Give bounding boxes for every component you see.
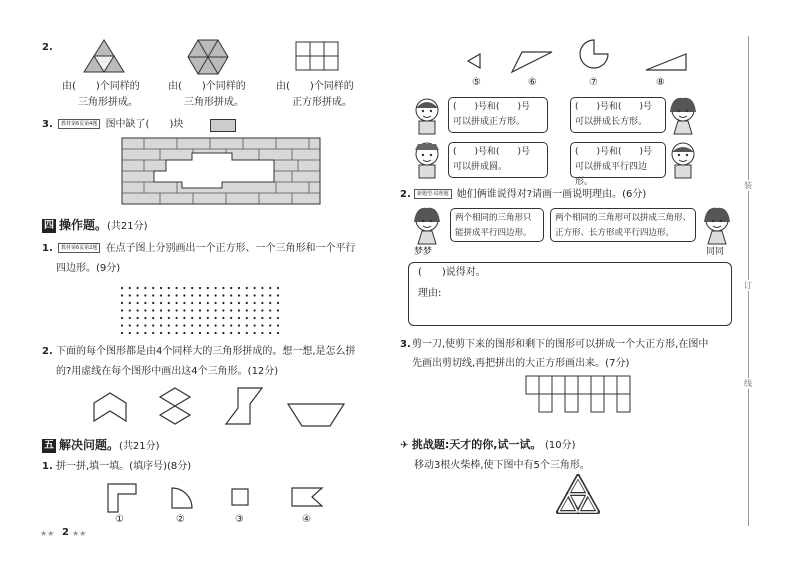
grid-dot	[121, 317, 123, 319]
challenge-text: 移动3根火柴棒,使下图中有5个三角形。	[414, 460, 590, 471]
grid-dot	[121, 302, 123, 304]
tong-name: 同同	[706, 247, 725, 257]
bubble-square-line1: ( )号和( )号	[453, 102, 531, 112]
bubble-square-line2: 可以拼成正方形。	[453, 117, 526, 127]
grid-dot	[129, 294, 131, 296]
grid-dot	[121, 332, 123, 334]
shape-2-quarter-circle	[172, 488, 192, 508]
bubble-parallelogram-line1: ( )号和( )号	[575, 147, 653, 157]
s4-question-1-number: 1.	[42, 243, 53, 254]
grid-dot	[230, 309, 232, 311]
section-4-heading	[42, 216, 148, 233]
brick-sample	[210, 119, 236, 132]
s4-question-1-line2: 四边形。(9分)	[56, 263, 121, 274]
shape-4-flag	[292, 488, 322, 506]
caption-1-line2: 三角形拼成。	[78, 97, 138, 108]
shape-label-5: ⑤	[472, 77, 481, 88]
grid-dot	[277, 317, 279, 319]
grid-dot	[168, 294, 170, 296]
bubble-circle-line2: 可以拼成圆。	[453, 162, 508, 172]
bubble-rectangle-line2: 可以拼成长方形。	[575, 117, 648, 127]
grid-dot	[199, 309, 201, 311]
r-question-2-number: 2.	[400, 189, 411, 200]
trapezoid-shape	[288, 404, 344, 426]
grid-dot	[160, 317, 162, 319]
grid-dot	[183, 294, 185, 296]
brick-wall	[122, 138, 320, 204]
grid-dot	[176, 309, 178, 311]
grid-dot	[207, 317, 209, 319]
grid-dot	[168, 302, 170, 304]
section-4-title: 操作题。	[59, 218, 108, 232]
grid-dot	[121, 287, 123, 289]
grid-dot	[183, 302, 185, 304]
grid-dot	[199, 287, 201, 289]
grid-dot	[183, 287, 185, 289]
question-3-line	[56, 119, 183, 131]
challenge-heading	[400, 439, 576, 452]
grid-dot	[230, 324, 232, 326]
grid-dot	[129, 309, 131, 311]
grid-dot	[144, 309, 146, 311]
grid-dot	[144, 317, 146, 319]
grid-dot	[183, 317, 185, 319]
grid-dot	[160, 302, 162, 304]
grid-dot	[215, 309, 217, 311]
s4-question-1-tag: 教材第6页第2题	[58, 243, 100, 253]
girl-bubble-line1: 两个相同的三角形只	[455, 213, 532, 223]
section-5-heading	[42, 436, 160, 453]
binding-char-2: 订	[744, 281, 752, 290]
grid-dot	[207, 332, 209, 334]
shape-5-small-triangle	[468, 54, 480, 68]
caption-2-line1: 由( )个同样的	[168, 81, 246, 92]
caption-1-line1: 由( )个同样的	[62, 81, 140, 92]
grid-dot	[160, 309, 162, 311]
grid-dot	[238, 309, 240, 311]
diamond-shape	[160, 388, 190, 424]
page-number: 2	[62, 527, 69, 538]
grid-dot	[254, 317, 256, 319]
tong-bubble	[550, 208, 696, 242]
grid-dot	[222, 287, 224, 289]
s4-question-2-line1: 下面的每个图形都是由4个同样大的三角形拼成的。想一想,是怎么拼	[56, 346, 356, 357]
girl-bubble-line2: 能拼成平行四边形。	[455, 228, 532, 238]
grid-dot	[277, 309, 279, 311]
grid-dot	[254, 302, 256, 304]
footer-stars-left: ★★	[40, 529, 55, 538]
grid-dot	[160, 324, 162, 326]
grid-dot	[254, 287, 256, 289]
grid-dot	[191, 324, 193, 326]
grid-dot	[176, 294, 178, 296]
challenge-title: 挑战题:天才的你,试一试。	[411, 438, 542, 451]
grid-dot	[207, 309, 209, 311]
girl-mengmeng-figure	[410, 206, 444, 244]
grid-dot	[191, 309, 193, 311]
tong-bubble-line2: 正方形、长方形或平行四边形。	[555, 228, 675, 238]
shape-label-8: ⑧	[656, 77, 665, 88]
girl-figure-1	[666, 96, 700, 136]
r-question-2-tag: 新题型·说理题	[414, 189, 452, 199]
question-3-tag: 教材第6页第4题	[58, 119, 100, 129]
grid-dot	[254, 332, 256, 334]
bubble-circle	[448, 142, 548, 178]
grid-dot	[246, 302, 248, 304]
grid-dot	[168, 287, 170, 289]
bubble-square	[448, 97, 548, 133]
zigzag-shape	[226, 388, 262, 424]
grid-dot	[246, 332, 248, 334]
grid-dot	[269, 302, 271, 304]
shape-label-4: ④	[302, 514, 311, 525]
grid-dot	[261, 324, 263, 326]
grid-dot	[277, 287, 279, 289]
grid-dot	[222, 302, 224, 304]
grid-dot	[230, 332, 232, 334]
r-question-3-line2: 先画出剪切线,再把拼出的大正方形画出来。(7分)	[412, 358, 630, 369]
grid-dot	[215, 287, 217, 289]
bubble-rectangle	[570, 97, 666, 133]
grid-dot	[215, 324, 217, 326]
cut-figure-grid	[526, 376, 630, 412]
grid-dot	[152, 324, 154, 326]
grid-dot	[121, 294, 123, 296]
boy-figure-2	[410, 140, 444, 180]
grid-dot	[191, 317, 193, 319]
grid-dot	[152, 287, 154, 289]
grid-dot	[261, 317, 263, 319]
shape-7-three-quarter-circle	[580, 40, 608, 68]
grid-dot	[152, 302, 154, 304]
grid-dot	[277, 324, 279, 326]
answer-reason-label: 理由:	[418, 288, 442, 299]
grid-dot	[222, 309, 224, 311]
grid-dot	[137, 317, 139, 319]
grid-dot	[144, 302, 146, 304]
bubble-rectangle-line1: ( )号和( )号	[575, 102, 653, 112]
grid-dot	[261, 332, 263, 334]
grid-dot	[121, 324, 123, 326]
girl-bubble	[450, 208, 544, 242]
bubble-parallelogram-line2: 可以拼成平行四边形。	[575, 162, 648, 187]
s4-question-2-number: 2.	[42, 346, 53, 357]
grid-dot	[183, 324, 185, 326]
grid-dot	[199, 302, 201, 304]
shape-label-6: ⑥	[528, 77, 537, 88]
tong-bubble-line1: 两个相同的三角形可以拼成三角形、	[555, 213, 692, 223]
shape-3-square	[232, 489, 248, 505]
grid-dot	[238, 332, 240, 334]
shape-label-7: ⑦	[589, 77, 598, 88]
boy-figure-1	[410, 96, 444, 136]
grid-dot	[176, 317, 178, 319]
grid-dot	[137, 287, 139, 289]
section-5-title: 解决问题。	[59, 438, 120, 452]
grid-dot	[168, 324, 170, 326]
grid-dot	[168, 332, 170, 334]
grid-dot	[152, 294, 154, 296]
grid-dot	[254, 324, 256, 326]
r-question-3-line1: 剪一刀,使剪下来的图形和剩下的图形可以拼成一个大正方形,在图中	[412, 339, 709, 350]
question-3-number: 3.	[42, 119, 53, 130]
grid-dot	[261, 309, 263, 311]
grid-dot	[176, 287, 178, 289]
grid-dot	[207, 324, 209, 326]
grid-dot	[246, 317, 248, 319]
grid-dot	[222, 332, 224, 334]
grid-dot	[199, 324, 201, 326]
grid-dot	[129, 287, 131, 289]
grid-dot	[191, 294, 193, 296]
section-5-number: 五	[44, 439, 54, 451]
grid-dot	[215, 332, 217, 334]
grid-dot	[191, 332, 193, 334]
grid-dot	[152, 309, 154, 311]
grid-dot	[269, 324, 271, 326]
r-question-3-number: 3.	[400, 339, 411, 350]
grid-dot	[277, 332, 279, 334]
grid-dot	[222, 324, 224, 326]
grid-dot	[230, 294, 232, 296]
rocket-icon: ✈	[400, 440, 409, 451]
grid-dot	[246, 294, 248, 296]
hexagon-figure	[188, 40, 228, 74]
grid-dot	[176, 302, 178, 304]
grid-dot	[254, 294, 256, 296]
grid-dot	[129, 324, 131, 326]
grid-dot	[269, 294, 271, 296]
grid-dot	[121, 309, 123, 311]
grid-dot	[215, 294, 217, 296]
grid-dot	[144, 324, 146, 326]
bubble-circle-line1: ( )号和( )号	[453, 147, 531, 157]
grid-dot	[261, 287, 263, 289]
grid-dot	[246, 287, 248, 289]
grid-dot	[269, 309, 271, 311]
grid-dot	[144, 332, 146, 334]
grid-dot	[230, 302, 232, 304]
grid-dot	[137, 332, 139, 334]
grid-dot	[160, 294, 162, 296]
shape-1-l-shape	[108, 484, 136, 512]
bubble-parallelogram	[570, 142, 666, 187]
caption-3-line2: 正方形拼成。	[292, 97, 352, 108]
grid-dot	[199, 317, 201, 319]
grid-dot	[129, 317, 131, 319]
caption-3-line1: 由( )个同样的	[276, 81, 354, 92]
grid-dot	[144, 294, 146, 296]
s4-question-1-text: 在点子图上分别画出一个正方形、一个三角形和一个平行	[105, 243, 356, 254]
triangle-figure	[84, 40, 124, 72]
shape-label-3: ③	[235, 514, 244, 525]
grid-dot	[215, 302, 217, 304]
grid-dot	[246, 309, 248, 311]
s4-question-1-line1	[56, 243, 356, 255]
grid-dot	[199, 294, 201, 296]
grid-dot	[207, 294, 209, 296]
dot-grid	[120, 286, 280, 334]
question-2-number: 2.	[42, 42, 53, 53]
grid-dot	[246, 324, 248, 326]
grid-dot	[269, 317, 271, 319]
grid-dot	[176, 324, 178, 326]
grid-dot	[152, 332, 154, 334]
grid-dot	[144, 287, 146, 289]
section-4-points: (共21分)	[107, 221, 148, 232]
grid-dot	[168, 317, 170, 319]
grid-dot	[129, 332, 131, 334]
grid-dot	[222, 294, 224, 296]
grid-dot	[269, 332, 271, 334]
grid-dot	[230, 317, 232, 319]
grid-dot	[207, 302, 209, 304]
s5-question-1-text: 拼一拼,填一填。(填序号)(8分)	[56, 461, 192, 472]
grid-dot	[137, 324, 139, 326]
shape-6-triangle	[512, 52, 552, 72]
section-4-number: 四	[44, 219, 54, 231]
girl-tongtong-figure	[700, 206, 734, 244]
grid-dot	[160, 287, 162, 289]
matchstick-triangles	[548, 474, 608, 528]
r-question-2-text: 她们俩谁说得对?请画一画说明理由。(6分)	[456, 189, 647, 200]
shape-label-1: ①	[115, 514, 124, 525]
grid-dot	[238, 324, 240, 326]
grid-dot	[277, 294, 279, 296]
binding-char-3: 线	[744, 379, 752, 388]
challenge-points: (10分)	[544, 440, 576, 451]
grid-dot	[137, 309, 139, 311]
shape-8-triangle	[646, 54, 686, 70]
question-3-text: 图中缺了( )块	[105, 119, 184, 130]
grid-dot	[199, 332, 201, 334]
grid-dot	[137, 302, 139, 304]
grid-rectangle-figure	[296, 42, 338, 70]
grid-dot	[238, 287, 240, 289]
grid-dot	[261, 302, 263, 304]
grid-dot	[222, 317, 224, 319]
grid-dot	[183, 332, 185, 334]
grid-dot	[269, 287, 271, 289]
grid-dot	[230, 287, 232, 289]
footer-stars-right: ★★	[72, 529, 87, 538]
grid-dot	[191, 287, 193, 289]
grid-dot	[238, 294, 240, 296]
grid-dot	[129, 302, 131, 304]
caption-2-line2: 三角形拼成。	[184, 97, 244, 108]
shape-label-2: ②	[176, 514, 185, 525]
boy-figure-3	[666, 140, 700, 180]
s5-question-1-number: 1.	[42, 461, 53, 472]
grid-dot	[183, 309, 185, 311]
grid-dot	[238, 302, 240, 304]
answer-who-correct: ( )说得对。	[418, 267, 486, 278]
binding-char-1: 装	[744, 181, 752, 190]
grid-dot	[215, 317, 217, 319]
house-shape	[94, 393, 126, 421]
grid-dot	[176, 332, 178, 334]
grid-dot	[207, 287, 209, 289]
section-5-points: (共21分)	[119, 441, 160, 452]
grid-dot	[261, 294, 263, 296]
girl-name: 梦梦	[414, 247, 433, 257]
grid-dot	[277, 302, 279, 304]
grid-dot	[254, 309, 256, 311]
s4-question-2-line2: 的?用虚线在每个图形中画出这4个三角形。(12分)	[56, 366, 279, 377]
grid-dot	[137, 294, 139, 296]
grid-dot	[168, 309, 170, 311]
grid-dot	[160, 332, 162, 334]
grid-dot	[152, 317, 154, 319]
grid-dot	[238, 317, 240, 319]
grid-dot	[191, 302, 193, 304]
r-question-2-line	[412, 189, 646, 201]
